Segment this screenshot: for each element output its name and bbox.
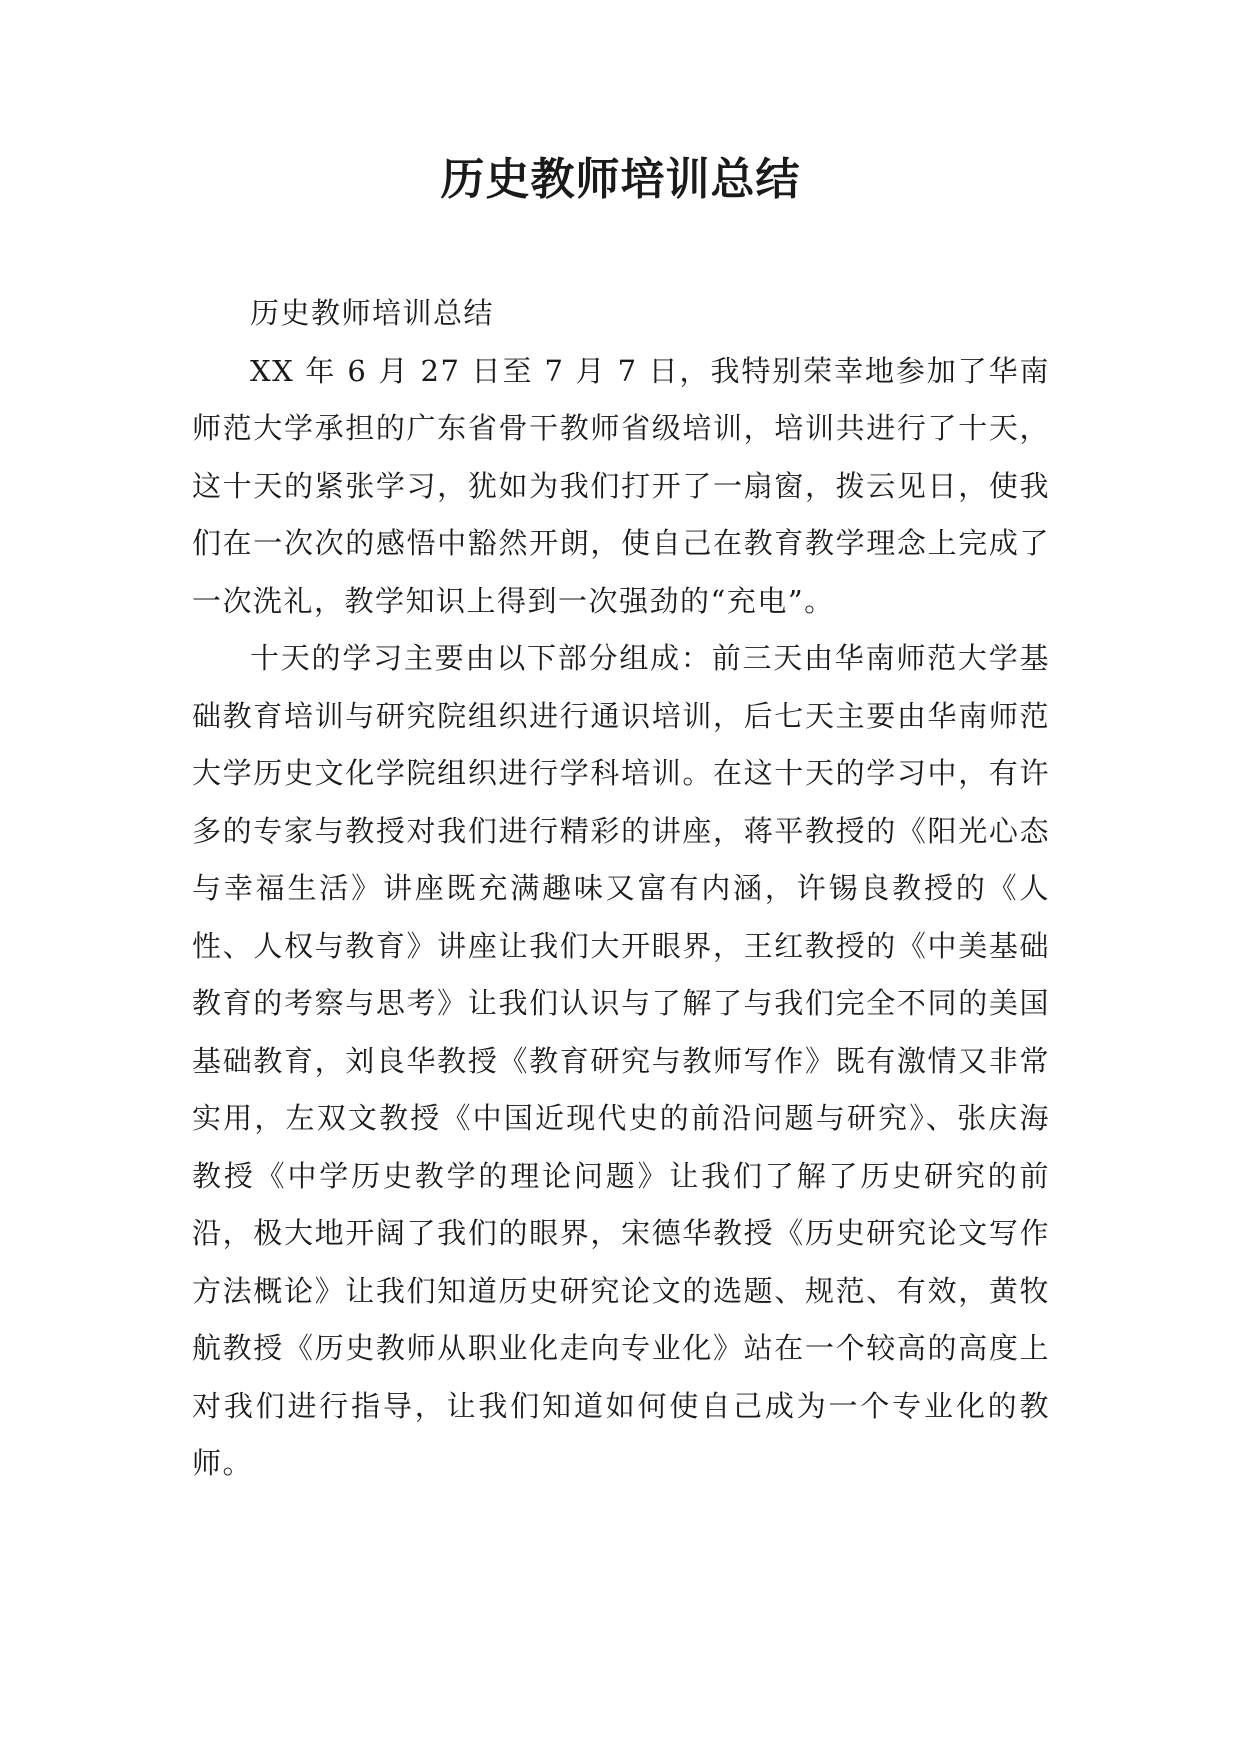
document-title: 历史教师培训总结 [440, 154, 801, 205]
document-body [192, 285, 1050, 1493]
paragraph-subtitle: 历史教师培训总结 [250, 296, 495, 330]
paragraph-content: 十天的学习主要由以下部分组成：前三天由华南师范大学基础教育培训与研究院组织进行通识培训，后七天主要由华南师范大学历史文化学院组织进行学科培训。在这十天的学习中，有许多的专家与教授对我们进行精彩的讲座，蒋平教授的《阳光心态与幸福生活》讲座既充满趣味又富有内涵，许锡良教授的《人性、人权与教育》讲座让我们大开眼界，王红教授的《中美基础教育的考察与思考》让我们认识与了解了与我们完全不同的美国基础教育，刘良华教授《教育研究与教师写作》既有激情又非常实用，左双文教授《中国近现代史的前沿问题与研究》、张庆海教授《中学历史教学的理论问题》让我们了解了历史研究的前沿，极大地开阔了我们的眼界，宋德华教授《历史研究论文写作方法概论》让我们知道历史研究论文的选题、规范、有效，黄牧航教授《历史教师从职业化走向专业化》站在一个较高的高度上对我们进行指导，让我们知道如何使自己成为一个专业化的教师。 [192, 641, 1050, 1480]
paragraph-intro: XX 年 6 月 27 日至 7 月 7 日，我特别荣幸地参加了华南师范大学承担的广东省骨干教师省级培训，培训共进行了十天，这十天的紧张学习，犹如为我们打开了一扇窗，拨云见日，使我们在一次次的感悟中豁然开朗，使自己在教育教学理念上完成了一次洗礼，教学知识上得到一次强劲的“充电”。 [192, 353, 1050, 618]
